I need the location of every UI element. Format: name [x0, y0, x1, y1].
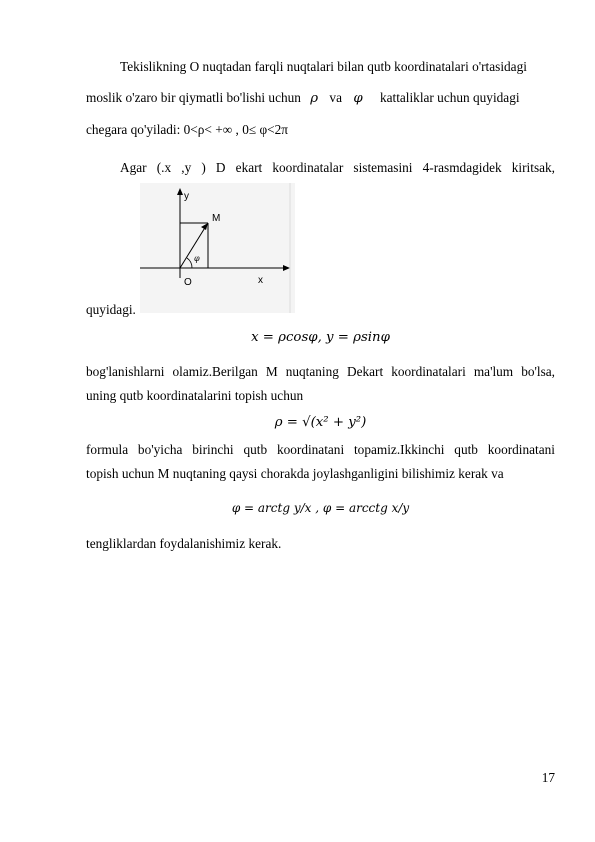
coordinate-figure [140, 183, 295, 313]
text-segment: kattaliklar uchun quyidagi [379, 90, 520, 105]
paragraph-1-line-2 [86, 89, 555, 107]
page-number: 17 [541, 770, 555, 785]
formula-text: x = ρcosφ, y = ρsinφ [251, 330, 390, 345]
paragraph-2-line-2: quyidagi. [86, 302, 136, 317]
x-axis-label: x [258, 275, 263, 286]
rho-symbol: ρ [310, 91, 319, 106]
paragraph-3-line-2: uning qutb koordinatalarini topish uchun [86, 388, 304, 403]
paragraph-4-line-2: topish uchun M nuqtaning qaysi chorakda joylashganligini bilishimiz kerak va [86, 466, 504, 481]
angle-label: φ [194, 254, 200, 263]
phi-symbol: φ [353, 91, 363, 106]
formula-cartesian [86, 328, 555, 346]
paragraph-4-line-1: formula bo'yicha birinchi qutb koordinatani topamiz.Ikkinchi qutb koordinatani [86, 442, 555, 457]
paragraph-3-line-1: bog'lanishlarni olamiz.Berilgan M nuqtaning Dekart koordinatalari ma'lum bo'lsa, [86, 364, 555, 379]
origin-label: O [184, 277, 192, 288]
formula-text: ρ = √(x² + y²) [274, 415, 367, 430]
point-m-label: M [212, 213, 221, 224]
paragraph-2-line-1: Agar (.x ,y ) D ekart koordinatalar sistemasini 4-rasmdagidek kiritsak, [120, 160, 555, 175]
paragraph-1-line-1: Tekislikning O nuqtadan farqli nuqtalari bilan qutb koordinatalari o'rtasidagi [120, 59, 527, 74]
formula-radius [86, 413, 555, 431]
formula-text: φ = arctg y/x , φ = arcctg x/y [231, 501, 410, 515]
text-segment: va [329, 90, 342, 105]
formula-angle [86, 499, 555, 517]
text-segment: moslik o'zaro bir qiymatli bo'lishi uchun [86, 90, 301, 105]
figure-background [140, 183, 295, 313]
y-axis-label: y [184, 191, 189, 202]
paragraph-1-line-3: chegara qo'yiladi: 0<ρ< +∞ , 0≤ φ<2π [86, 122, 289, 137]
paragraph-5-line-1: tengliklardan foydalanishimiz kerak. [86, 536, 282, 551]
